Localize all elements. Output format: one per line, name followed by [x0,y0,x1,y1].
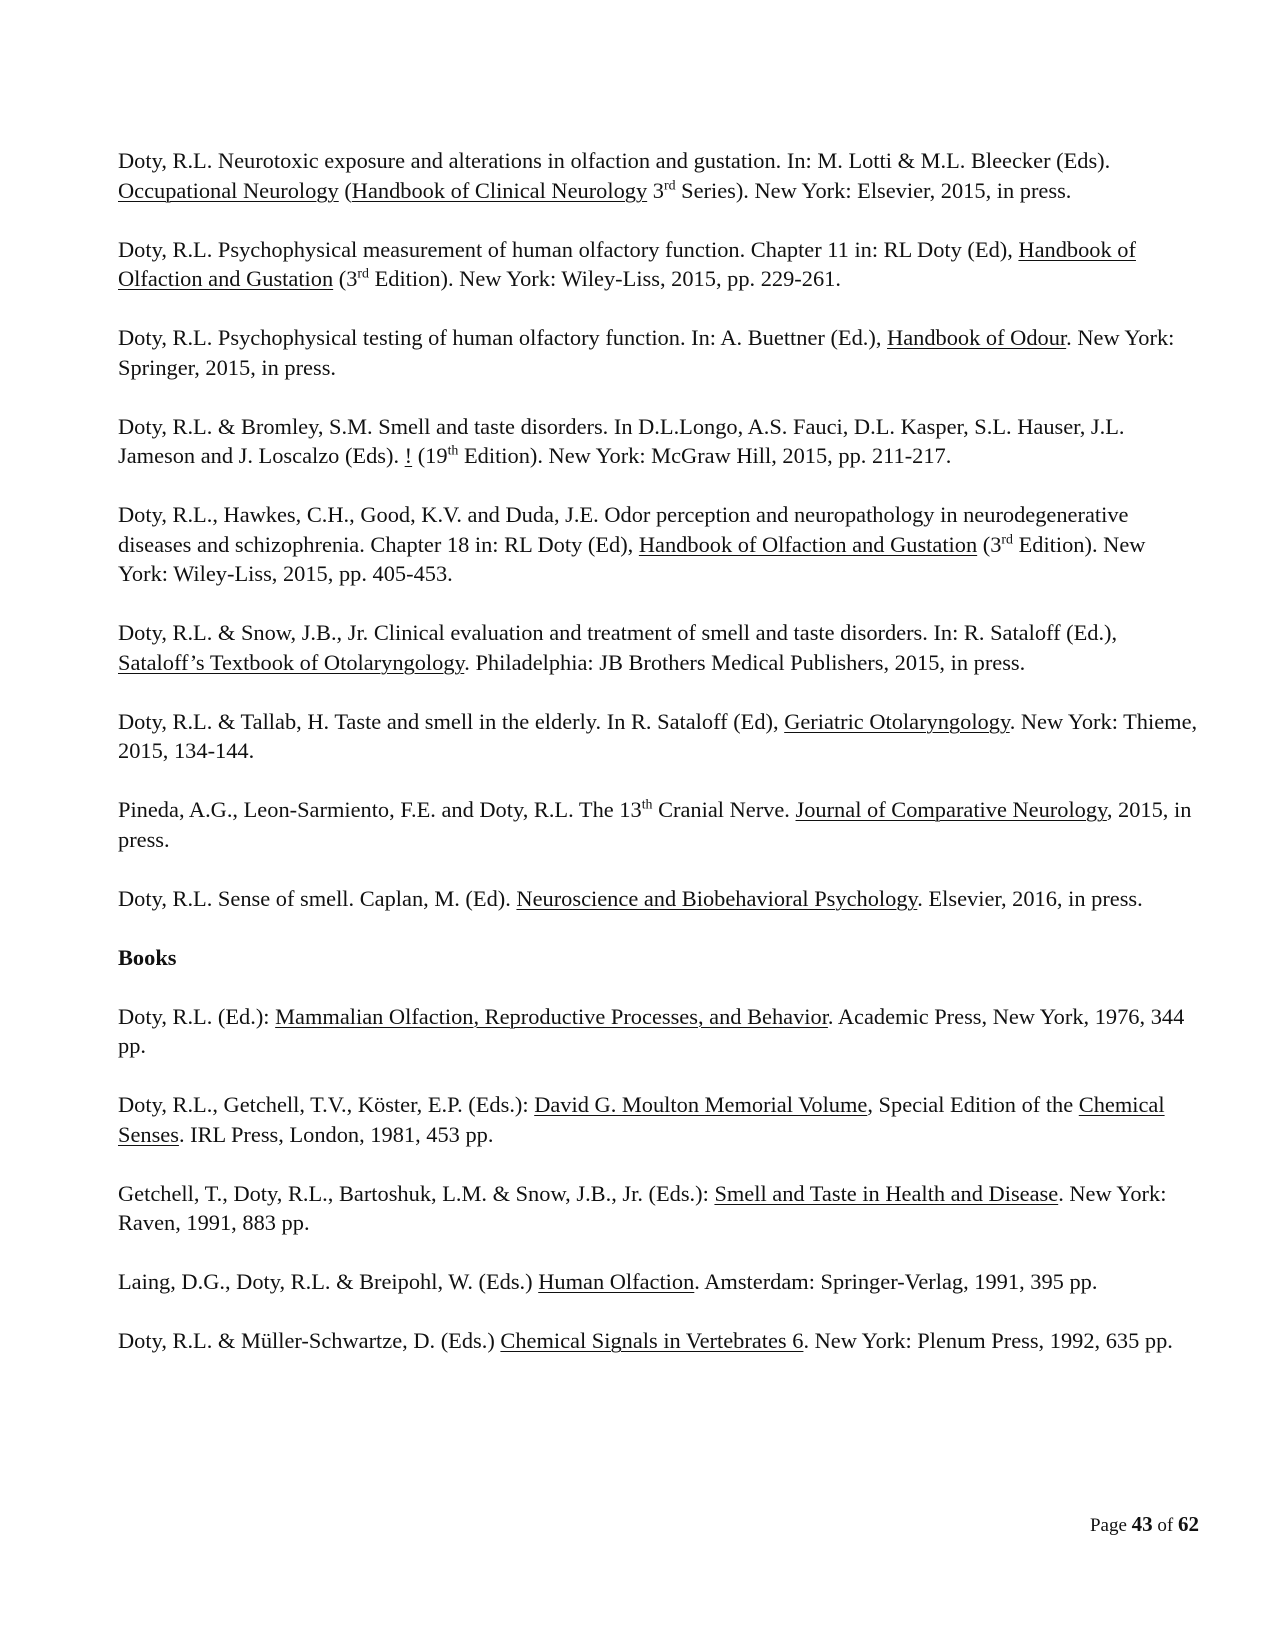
underlined-title: Journal of Comparative Neurology [795,797,1107,822]
reference-entry [118,884,1198,914]
superscript: rd [1001,531,1013,547]
book-entry [118,1179,1198,1238]
superscript: rd [357,266,369,282]
citation-text: Doty, R.L. Psychophysical testing of human olfactory function. In: A. Buettner (Ed.), [118,325,888,350]
citation-text: . Amsterdam: Springer-Verlag, 1991, 395 pp. [694,1269,1098,1294]
citation-text: Doty, R.L. (Ed.): [118,1003,276,1029]
book-entry [118,1090,1198,1149]
citation-text: . Elsevier, 2016, in press. [917,885,1143,911]
citation-text: Cranial Nerve. [652,797,796,822]
references-list [118,146,1198,913]
book-entry [118,1002,1198,1061]
citation-text: Doty, R.L. & Müller-Schwartze, D. (Eds.) [118,1328,501,1353]
citation-text: (19 [412,443,448,468]
reference-entry [118,500,1198,589]
underlined-title: Chemical Senses [118,1092,1165,1147]
citation-text: Pineda, A.G., Leon-Sarmiento, F.E. and Doty, R.L. The 13 [118,797,642,822]
superscript: rd [663,177,676,193]
underlined-title: Handbook of Olfaction and Gustation [638,531,978,557]
citation-text: , Special Edition of the [867,1092,1079,1117]
document-body [118,146,1198,1385]
page-number: 43 [1131,1512,1153,1536]
superscript: th [641,797,653,813]
reference-entry [118,323,1198,382]
underlined-title: Mammalian Olfaction, Reproductive Processes, and Behavior [275,1003,828,1029]
citation-text: , 2015, in press. [118,797,1192,852]
citation-text: Edition). New York: McGraw Hill, 2015, pp. 211-217. [458,443,952,468]
citation-text: . New York: Springer, 2015, in press. [118,325,1175,380]
citation-text: ( [338,177,352,203]
citation-text: Doty, R.L. & Tallab, H. Taste and smell in the elderly. In R. Sataloff (Ed), [118,708,785,734]
page-label: Page [1089,1515,1132,1536]
underlined-title: Sataloff’s Textbook of Otolaryngology [118,649,465,675]
underlined-title: ! [404,443,413,468]
underlined-title: Neuroscience and Biobehavioral Psychology [516,885,918,911]
underlined-title: Handbook of Odour [887,325,1067,350]
citation-text: Doty, R.L. Psychophysical measurement of human olfactory function. Chapter 11 in: RL Doty (Ed), [118,236,1019,262]
reference-entry [118,795,1198,854]
citation-text: Doty, R.L., Hawkes, C.H., Good, K.V. and Duda, J.E. Odor perception and neuropathology in neurodegenerative diseases and schizophrenia. Chapter 18 in: RL Doty (Ed), [118,502,1129,557]
citation-text: (3 [333,266,358,291]
superscript: th [447,443,459,459]
book-entry [118,1326,1198,1356]
citation-text: . New York: Raven, 1991, 883 pp. [118,1180,1167,1235]
citation-text: Doty, R.L., Getchell, T.V., Köster, E.P. (Eds.): [118,1092,535,1117]
citation-text: Series). New York: Elsevier, 2015, in press. [675,177,1072,203]
reference-entry [118,146,1198,205]
reference-entry [118,412,1198,471]
underlined-title: Handbook of Olfaction and Gustation [118,236,1136,291]
book-entry [118,1267,1198,1297]
books-list [118,1002,1198,1356]
reference-entry [118,235,1198,294]
citation-text: Doty, R.L. Sense of smell. Caplan, M. (Ed). [118,885,517,911]
citation-text: Edition). New York: Wiley-Liss, 2015, pp. 405-453. [118,531,1146,586]
underlined-title: Handbook of Clinical Neurology [351,177,648,203]
underlined-title: Chemical Signals in Vertebrates 6 [500,1328,804,1353]
citation-text: . New York: Plenum Press, 1992, 635 pp. [803,1328,1173,1353]
reference-entry [118,618,1198,677]
citation-text: . IRL Press, London, 1981, 453 pp. [178,1121,494,1147]
citation-text: Getchell, T., Doty, R.L., Bartoshuk, L.M. & Snow, J.B., Jr. (Eds.): [118,1180,715,1206]
underlined-title: David G. Moulton Memorial Volume [534,1092,868,1117]
underlined-title: Occupational Neurology [118,177,339,203]
citation-text: Laing, D.G., Doty, R.L. & Breipohl, W. (Eds.) [118,1269,539,1294]
citation-text: Edition). New York: Wiley-Liss, 2015, pp. 229-261. [368,266,841,291]
citation-text: Doty, R.L. & Snow, J.B., Jr. Clinical evaluation and treatment of smell and taste disorders. In: R. Sataloff (Ed.), [118,620,1118,645]
page-footer [1090,1512,1199,1538]
citation-text: Doty, R.L. Neurotoxic exposure and alterations in olfaction and gustation. In: M. Lotti & M.L. Bleecker (Eds). [118,148,1111,173]
underlined-title: Geriatric Otolaryngology [784,708,1010,734]
citation-text: . New York: Thieme, 2015, 134-144. [118,708,1198,763]
citation-text: 3 [647,177,664,203]
section-heading-books: Books [118,944,177,970]
citation-text: Doty, R.L. & Bromley, S.M. Smell and taste disorders. In D.L.Longo, A.S. Fauci, D.L. Kasper, S.L. Hauser, J.L. Jameson and J. Loscalzo (Eds). [118,413,1125,468]
underlined-title: Smell and Taste in Health and Disease [714,1180,1059,1206]
underlined-title: Human Olfaction [538,1269,695,1294]
page-total: 62 [1178,1512,1199,1536]
citation-text: . Philadelphia: JB Brothers Medical Publishers, 2015, in press. [464,649,1026,675]
citation-text: . Academic Press, New York, 1976, 344 pp. [118,1003,1185,1058]
page-of-label: of [1152,1515,1178,1536]
reference-entry [118,707,1198,766]
citation-text: (3 [977,531,1002,557]
